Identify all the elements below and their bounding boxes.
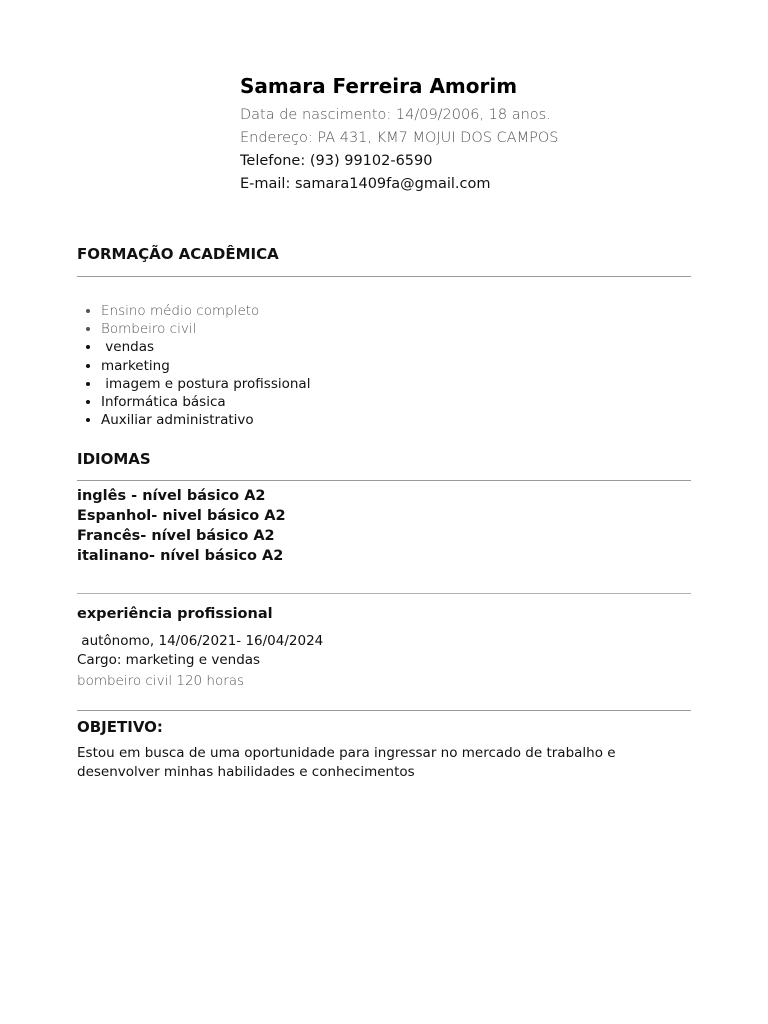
objective-text: Estou em busca de uma oportunidade para ingressar no mercado de trabalho e desenvolver minhas habilidades e conhecimentos xyxy=(77,745,616,780)
experience-line: bombeiro civil 120 horas xyxy=(77,673,245,689)
language-item: Espanhol- nivel básico A2 xyxy=(77,508,286,524)
experience-line: autônomo, 14/06/2021- 16/04/2024 xyxy=(77,633,324,649)
experience-section xyxy=(77,593,691,691)
experience-line: Cargo: marketing e vendas xyxy=(77,652,261,668)
email: E-mail: samara1409fa@gmail.com xyxy=(240,176,491,192)
list-item: • Auxiliar administrativo xyxy=(101,411,691,429)
languages-title: IDIOMAS xyxy=(77,450,151,468)
education-section xyxy=(77,244,691,429)
objective-section xyxy=(77,710,691,782)
list-item: • Ensino médio completo xyxy=(101,302,691,320)
language-item: Francês- nível básico A2 xyxy=(77,528,275,544)
list-item: • imagem e postura profissional xyxy=(101,375,691,393)
candidate-name: Samara Ferreira Amorim xyxy=(240,74,518,98)
language-item: inglês - nível básico A2 xyxy=(77,488,266,504)
address: Endereço: PA 431, KM7 MOJUI DOS CAMPOS xyxy=(240,130,559,146)
list-item: • marketing xyxy=(101,357,691,375)
list-item: • vendas xyxy=(101,338,691,356)
list-item: • Informática básica xyxy=(101,393,691,411)
resume-header xyxy=(240,72,700,196)
languages-section xyxy=(77,449,691,566)
birth-date: Data de nascimento: 14/09/2006, 18 anos. xyxy=(240,107,551,123)
objective-title: OBJETIVO: xyxy=(77,718,163,736)
list-item: • Bombeiro civil xyxy=(101,320,691,338)
experience-title: experiência profissional xyxy=(77,606,273,622)
phone: Telefone: (93) 99102-6590 xyxy=(240,153,433,169)
education-list xyxy=(77,302,691,429)
education-title: FORMAÇÃO ACADÊMICA xyxy=(77,245,279,263)
language-item: italinano- nível básico A2 xyxy=(77,548,284,564)
